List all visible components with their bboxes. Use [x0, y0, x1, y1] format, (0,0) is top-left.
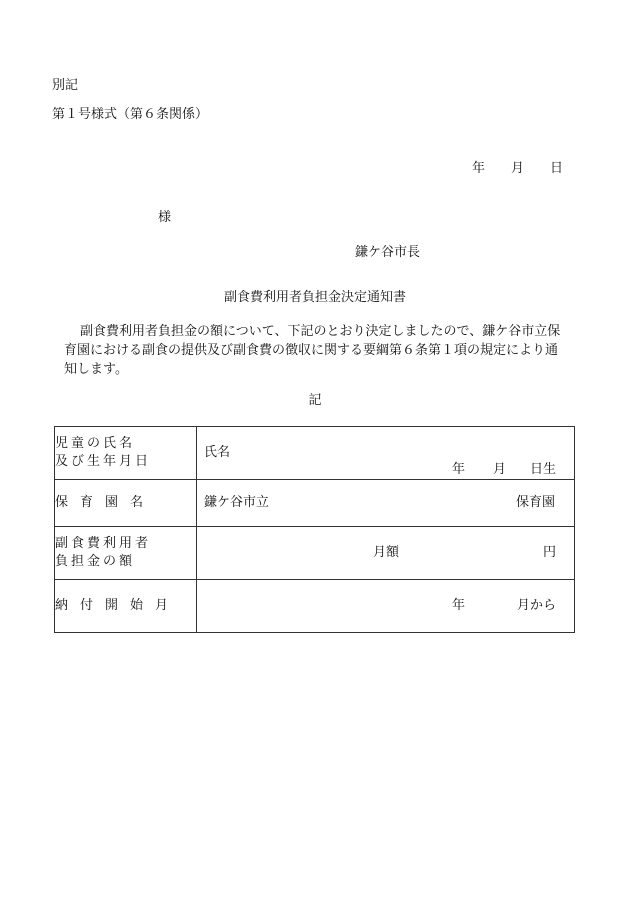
amount-header-line2: 負担金の額 [55, 554, 136, 569]
start-month-header-label: 納付開始月 [55, 598, 181, 613]
child-name-cell[interactable] [197, 427, 575, 480]
name-label: 氏名 [204, 445, 231, 460]
start-month-header [55, 580, 197, 633]
table-row-start [55, 580, 575, 633]
amount-cell[interactable] [197, 527, 575, 580]
yen-label: 円 [543, 545, 557, 560]
amount-header [55, 527, 197, 580]
start-year-label: 年 [452, 598, 466, 613]
form-number-label: 第１号様式（第６条関係） [52, 107, 209, 122]
nursery-prefix: 鎌ケ谷市立 [204, 495, 270, 510]
body-text: 副食費利用者負担金の額について、下記のとおり決定しましたので、鎌ケ谷市立保育園における副食の提供及び副食費の徴収に関する要綱第６条第１項の規定により通知します。 [64, 324, 561, 377]
date-day: 日 [550, 161, 564, 176]
child-name-header-line2: 及び生年月日 [55, 454, 152, 469]
date-month: 月 [511, 161, 525, 176]
table-row-amount [55, 527, 575, 580]
nursery-cell[interactable] [197, 480, 575, 527]
ki-label: 記 [308, 393, 322, 408]
nursery-header-label: 保育園名 [55, 495, 156, 510]
nursery-header [55, 480, 197, 527]
nursery-suffix: 保育園 [516, 495, 556, 510]
addressee-suffix: 様 [158, 210, 172, 225]
date-line [472, 161, 563, 177]
birth-day-label: 日生 [530, 462, 557, 477]
child-name-header-line1: 児童の氏名 [55, 436, 136, 451]
start-month-cell[interactable] [197, 580, 575, 633]
table-row-nursery [55, 480, 575, 527]
details-table [54, 426, 575, 633]
date-year: 年 [472, 161, 486, 176]
child-name-header [55, 427, 197, 480]
annex-label: 別記 [52, 78, 79, 93]
start-month-from-label: 月から [517, 598, 557, 613]
amount-header-line1: 副食費利用者 [55, 536, 152, 551]
birth-year-label: 年 [452, 462, 466, 477]
birth-month-label: 月 [493, 462, 507, 477]
issuer: 鎌ケ谷市長 [355, 245, 421, 260]
monthly-label: 月額 [373, 545, 400, 560]
table-row-child [55, 427, 575, 480]
document-title: 副食費利用者負担金決定通知書 [223, 290, 406, 305]
body-paragraph [64, 322, 569, 379]
